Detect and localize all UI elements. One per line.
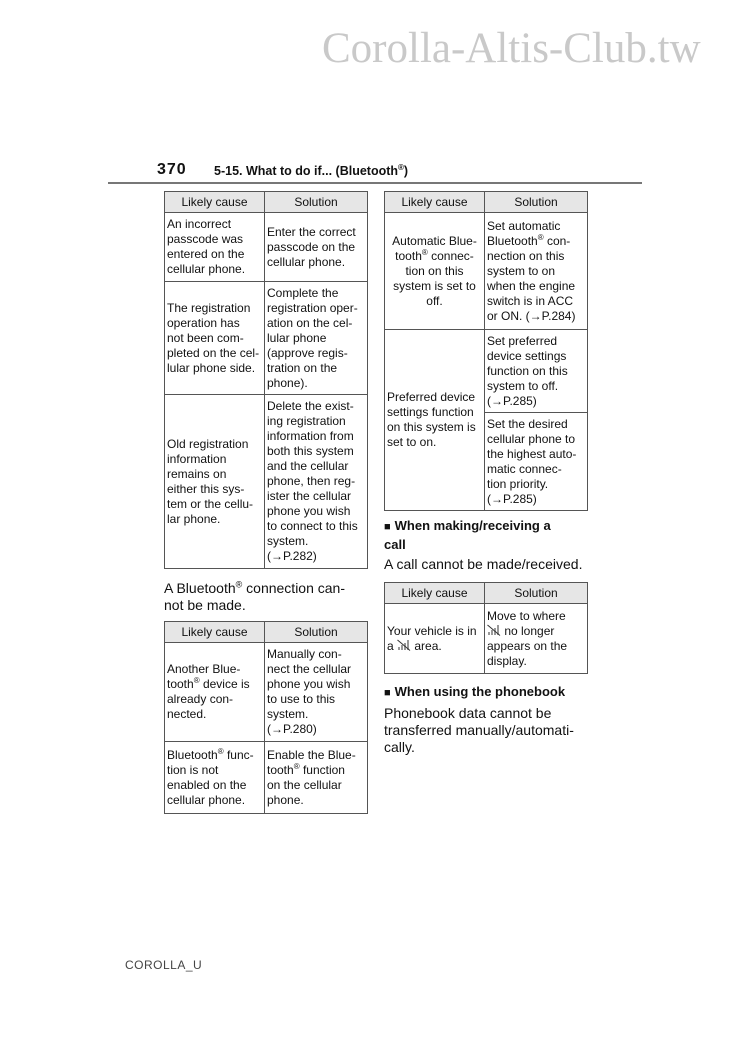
solution-cell: Enter the correct passcode on the cellular phone.	[265, 213, 368, 282]
header-likely-cause: Likely cause	[165, 192, 265, 213]
footer-code: COROLLA_U	[125, 958, 203, 972]
solution-cell: Enable the Blue- tooth® function on the cellular phone.	[265, 742, 368, 814]
solution-cell: Move to where no longer appears on the display.	[485, 604, 588, 674]
header-solution: Solution	[265, 622, 368, 643]
table-row	[385, 604, 588, 674]
table-header-row	[165, 192, 368, 213]
cause-cell: Your vehicle is in a area.	[385, 604, 485, 674]
section-heading-phonebook: ■ When using the phonebook	[384, 684, 566, 699]
header-rule	[108, 182, 642, 184]
cause-cell: Automatic Blue- tooth® connec- tion on this system is set to off.	[385, 213, 485, 330]
solution-cell: Set preferred device settings function on this system to off. (→P.285)	[485, 330, 588, 413]
cause-cell: Another Blue- tooth® device is already con- nected.	[165, 643, 265, 742]
no-signal-icon	[397, 639, 411, 651]
header-likely-cause: Likely cause	[385, 583, 485, 604]
table-pairing-issues	[164, 191, 368, 569]
header-solution: Solution	[485, 583, 588, 604]
header-likely-cause: Likely cause	[165, 622, 265, 643]
header-likely-cause: Likely cause	[385, 192, 485, 213]
table-header-row	[385, 192, 588, 213]
solution-cell: Set automatic Bluetooth® con- nection on this system to on when the engine switch is in ACC or ON. (→P.284)	[485, 213, 588, 330]
table-header-row	[165, 622, 368, 643]
cause-cell: An incorrect passcode was entered on the cellular phone.	[165, 213, 265, 282]
cause-cell: The registration operation has not been com- pleted on the cel- lular phone side.	[165, 282, 265, 395]
table-row	[385, 330, 588, 413]
table-row	[165, 742, 368, 814]
cause-cell: Preferred device settings function on this system is set to on.	[385, 330, 485, 511]
table-row	[385, 213, 588, 330]
paragraph-phonebook: Phonebook data cannot be transferred manually/automati- cally.	[384, 705, 574, 755]
paragraph-connection: A Bluetooth® connection can- not be made.	[164, 579, 345, 613]
header-solution: Solution	[485, 192, 588, 213]
solution-cell: Complete the registration oper- ation on the cel- lular phone (approve regis- tration on the phone).	[265, 282, 368, 395]
paragraph-call: A call cannot be made/received.	[384, 556, 583, 572]
table-connection-issues	[164, 621, 368, 814]
section-heading-call: ■ When making/receiving a call	[384, 518, 551, 552]
no-signal-icon	[487, 624, 501, 636]
watermark: Corolla-Altis-Club.tw	[322, 25, 701, 72]
section-title: 5-15. What to do if... (Bluetooth®)	[214, 163, 409, 179]
cause-cell: Bluetooth® func- tion is not enabled on the cellular phone.	[165, 742, 265, 814]
square-bullet-icon: ■	[384, 521, 391, 533]
page-number: 370	[157, 161, 187, 178]
table-auto-connection-issues	[384, 191, 588, 511]
table-row	[165, 395, 368, 569]
table-row	[165, 213, 368, 282]
solution-cell: Manually con- nect the cellular phone you wish to use to this system. (→P.280)	[265, 643, 368, 742]
table-row	[165, 643, 368, 742]
solution-cell: Delete the exist- ing registration information from both this system and the cellular phone, then reg- ister the cellular phone you wish to connect to this system. (→P.282)	[265, 395, 368, 569]
header-solution: Solution	[265, 192, 368, 213]
square-bullet-icon: ■	[384, 687, 391, 699]
solution-cell: Set the desired cellular phone to the highest auto- matic connec- tion priority. (→P.285)	[485, 413, 588, 511]
table-row	[165, 282, 368, 395]
table-header-row	[385, 583, 588, 604]
table-call-issues	[384, 582, 588, 674]
cause-cell: Old registration information remains on either this sys- tem or the cellu- lar phone.	[165, 395, 265, 569]
